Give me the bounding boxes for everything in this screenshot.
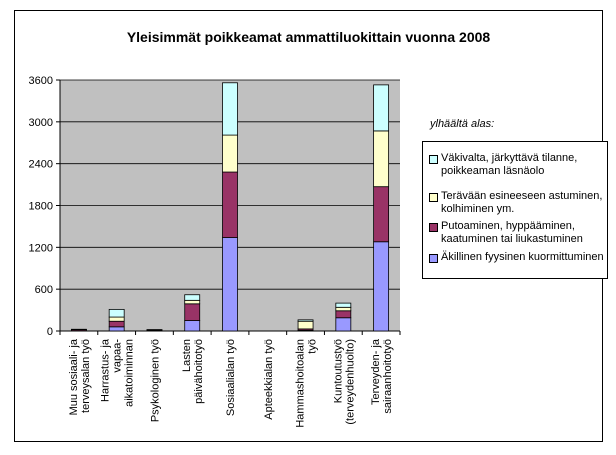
bar-segment-2 — [223, 135, 238, 172]
bar-segment-1 — [185, 304, 200, 321]
x-tick-label: Kuntoutustyö(terveydenhuolto) — [332, 339, 357, 425]
y-tick-label: 3000 — [28, 116, 53, 129]
bar-segment-0 — [185, 321, 200, 331]
chart-title: Yleisimmät poikkeamat ammattiluokittain vuonna 2008 — [126, 29, 491, 45]
y-tick-label: 3600 — [28, 75, 53, 87]
y-tick-label: 1200 — [28, 242, 53, 255]
y-tick-label: 1800 — [28, 200, 53, 213]
bar-segment-1 — [109, 321, 124, 327]
bar-segment-1 — [223, 172, 238, 238]
bar-segment-1 — [336, 311, 351, 318]
x-tick-label: Psykologinen työ — [149, 339, 162, 423]
bar-segment-3 — [336, 303, 351, 307]
legend-label: Väkivalta, järkyttävä tilanne, poikkeaman läsnäolo — [441, 152, 578, 177]
x-tick-label: Terveyden- jasairaanhoitotyö — [370, 339, 395, 414]
legend-intro: ylhäältä alas: — [430, 118, 495, 130]
legend-label: Putoaminen, hyppääminen, kaatuminen tai liukastuminen — [441, 220, 583, 245]
bar-segment-0 — [336, 318, 351, 331]
bar-segment-0 — [109, 327, 124, 331]
x-tick-label: Lastenpäivähoitotyö — [181, 339, 206, 404]
legend-label: Terävään esineeseen astuminen, kolhiminen ym. — [441, 190, 603, 215]
legend-label: Äkillinen fyysinen kuormittuminen — [441, 251, 604, 263]
bar-segment-2 — [336, 307, 351, 310]
bar-segment-0 — [223, 238, 238, 331]
x-tick-label: Apteekkialan työ — [262, 339, 275, 420]
bar-segment-1 — [374, 187, 389, 242]
x-tick-label: Hammashoitoalantyö — [294, 339, 319, 428]
bar-segment-0 — [374, 242, 389, 331]
bar-segment-2 — [298, 321, 313, 329]
bar-segment-3 — [109, 309, 124, 317]
y-tick-label: 600 — [34, 284, 53, 297]
bar-segment-2 — [374, 131, 389, 187]
x-tick-label: Muu sosiaali- jaterveysalan työ — [67, 339, 92, 416]
bar-segment-3 — [374, 85, 389, 131]
bar-segment-3 — [298, 320, 313, 321]
y-tick-label: 0 — [46, 326, 53, 338]
x-tick-label: Harrastus- javapaa-aikatoiminnan — [99, 339, 136, 407]
bar-segment-2 — [109, 317, 124, 321]
x-tick-label: Sosiaalialan työ — [225, 339, 237, 417]
y-tick-label: 2400 — [28, 158, 53, 171]
bar-segment-2 — [185, 300, 200, 303]
bar-segment-3 — [185, 295, 200, 301]
bar-segment-3 — [223, 83, 238, 135]
